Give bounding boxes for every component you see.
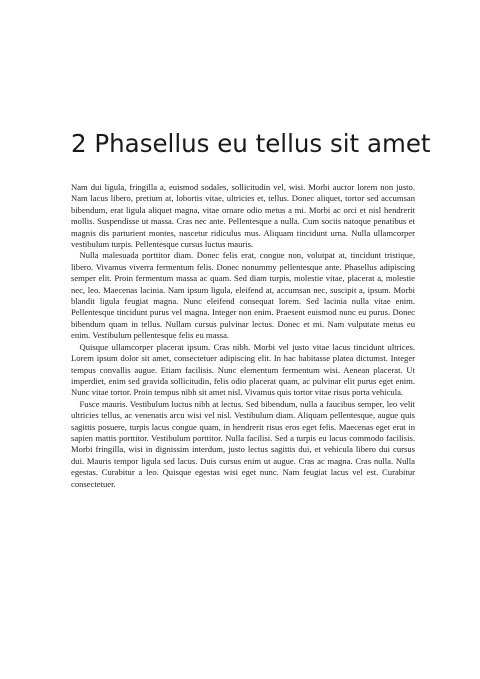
paragraph-2: Nulla malesuada porttitor diam. Donec felis erat, congue non, volutpat at, tincidunt tristique, libero. Vivamus viverra fermentum felis. Donec nonummy pellentesque ante. Phasellus adipiscing semper elit. Proin fermentum massa ac quam. Sed diam turpis, molestie vitae, placerat a, molestie nec, leo. Maecenas lacinia. Nam ipsum ligula, eleifend at, accumsan nec, suscipit a, ipsum. Morbi blandit ligula feugiat magna. Nunc eleifend consequat lorem. Sed lacinia nulla vitae enim. Pellentesque tincidunt purus vel magna. Integer non enim. Praesent euismod nunc eu purus. Donec bibendum quam in tellus. Nullam cursus pulvinar lectus. Donec et mi. Nam vulputate metus eu enim. Vestibulum pellentesque felis eu massa. bbox=[71, 250, 415, 341]
body-text bbox=[71, 182, 415, 490]
chapter-title: 2 Phasellus eu tellus sit amet bbox=[71, 129, 431, 158]
paragraph-3: Quisque ullamcorper placerat ipsum. Cras nibh. Morbi vel justo vitae lacus tincidunt ultrices. Lorem ipsum dolor sit amet, consectetuer adipiscing elit. In hac habitasse platea dictumst. Integer tempus convallis augue. Etiam facilisis. Nunc elementum fermentum wisi. Aenean placerat. Ut imperdiet, enim sed gravida sollicitudin, felis odio placerat quam, ac pulvinar elit purus eget enim. Nunc vitae tortor. Proin tempus nibh sit amet nisl. Vivamus quis tortor vitae risus porta vehicula. bbox=[71, 341, 415, 398]
paragraph-1: Nam dui ligula, fringilla a, euismod sodales, sollicitudin vel, wisi. Morbi auctor lorem non justo. Nam lacus libero, pretium at, lobortis vitae, ultricies et, tellus. Donec aliquet, tortor sed accumsan bibendum, erat ligula aliquet magna, vitae ornare odio metus a mi. Morbi ac orci et nisl hendrerit mollis. Suspendisse ut massa. Cras nec ante. Pellentesque a nulla. Cum sociis natoque penatibus et magnis dis parturient montes, nascetur ridiculus mus. Aliquam tincidunt urna. Nulla ullamcorper vestibulum turpis. Pellentesque cursus luctus mauris. bbox=[71, 182, 415, 250]
paragraph-4: Fusce mauris. Vestibulum luctus nibh at lectus. Sed bibendum, nulla a faucibus semper, leo velit ultricies tellus, ac venenatis arcu wisi vel nisl. Vestibulum diam. Aliquam pellentesque, augue quis sagittis posuere, turpis lacus congue quam, in hendrerit risus eros eget felis. Maecenas eget erat in sapien mattis porttitor. Vestibulum porttitor. Nulla facilisi. Sed a turpis eu lacus commodo facilisis. Morbi fringilla, wisi in dignissim interdum, justo lectus sagittis dui, et vehicula libero dui cursus dui. Mauris tempor ligula sed lacus. Duis cursus enim ut augue. Cras ac magna. Cras nulla. Nulla egestas. Curabitur a leo. Quisque egestas wisi eget nunc. Nam feugiat lacus vel est. Curabitur consectetuer. bbox=[71, 398, 415, 489]
